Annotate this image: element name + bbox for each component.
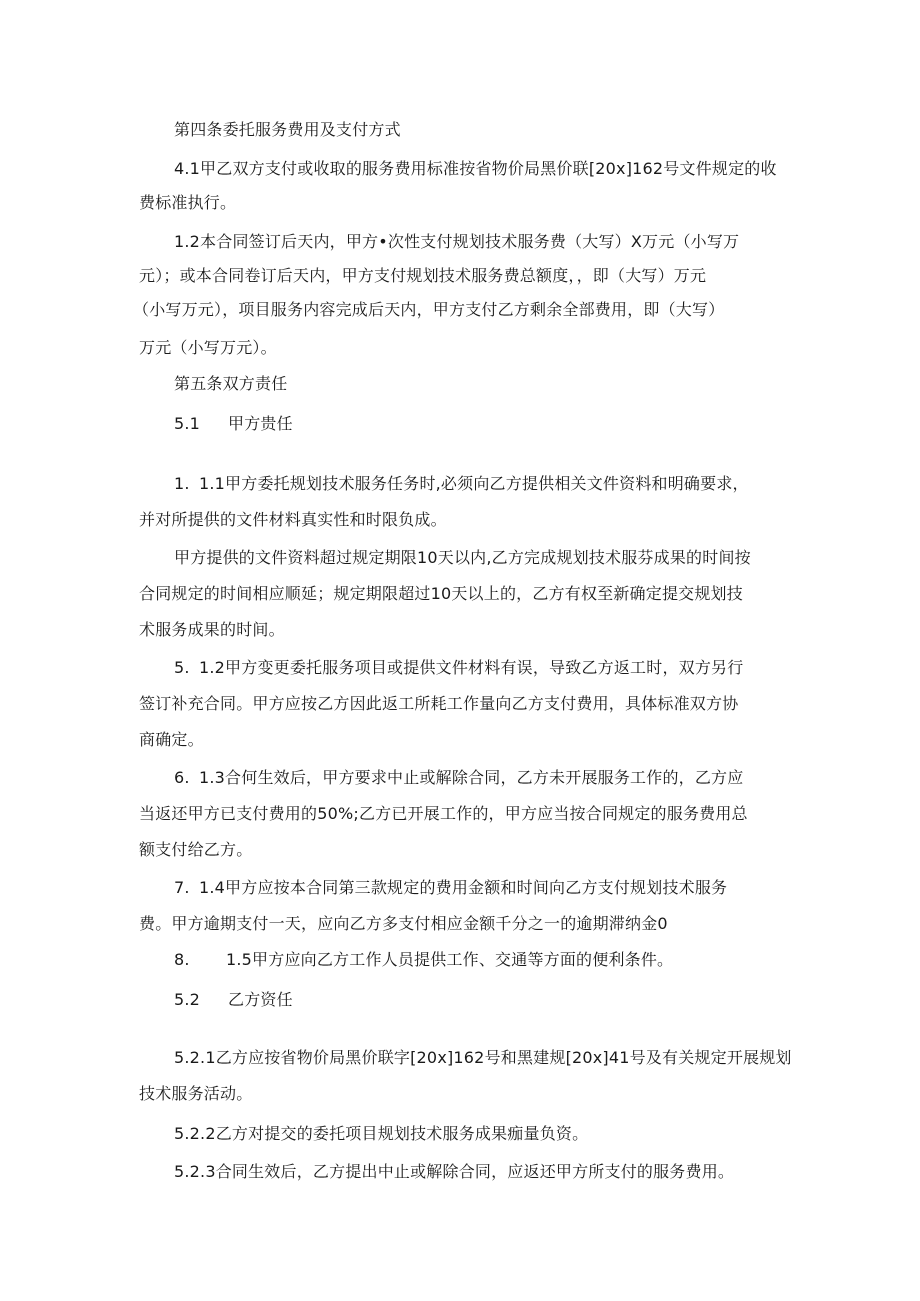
item-1b-line-3: 术服务成果的时间。 [139, 620, 285, 639]
section-5-1-title: 甲方贵任 [228, 414, 293, 433]
item-1b-line-1: 甲方提供的文件资料超过规定期限10天以内,乙方完成规划技术服芬成果的时间按 [174, 548, 751, 567]
item-5-line-3: 商确定。 [139, 730, 204, 749]
section-5-heading: 第五条双方责任 [174, 374, 288, 393]
para-1-2-line-2: 元）；或本合同卷订后天内，甲方支付规划技术服务费总额度，，即（大写）万元 [139, 266, 707, 285]
item-6-line-3: 额支付给乙方。 [139, 840, 253, 859]
item-8-line-1: 1.5甲方应向乙方工作人员提供工作、交通等方面的便利条件。 [226, 950, 674, 969]
para-4-1-line-2: 费标准执行。 [139, 193, 237, 212]
item-8-number: 8. [174, 950, 190, 969]
item-1-line-2: 并对所提供的文件材料真实性和时限负成。 [139, 510, 447, 529]
para-5-2-3: 5.2.3合同生效后，乙方提出中止或解除合同，应返还甲方所支付的服务费用。 [174, 1162, 735, 1181]
item-7-line-2: 费。甲方逾期支付一天，应向乙方多支付相应金额千分之一的逾期滞纳金0 [139, 914, 668, 933]
para-1-2-line-1: 1.2本合同签订后天内，甲方•次性支付规划技术服务费（大写）X万元（小写万 [174, 232, 740, 251]
section-5-2-title: 乙方资任 [228, 990, 293, 1009]
para-1-2-line-3: （小写万元），项目服务内容完成后天内，甲方支付乙方剩余全部费用，即（大写） [133, 300, 725, 319]
item-1-line-1: 1.1甲方委托规划技术服务任务时,必须向乙方提供相关文件资料和明确要求， [199, 474, 749, 493]
item-1b-line-2: 合同规定的时间相应顺延；规定期限超过10天以上的，乙方有权至新确定提交规划技 [139, 584, 743, 603]
item-5-number: 5. [174, 658, 190, 677]
section-5-1-number: 5.1 [174, 414, 201, 433]
item-6-number: 6. [174, 768, 190, 787]
item-6-line-1: 1.3合何生效后，甲方要求中止或解除合同，乙方未开展服务工作的，乙方应 [199, 768, 744, 787]
section-4-heading: 第四条委托服务费用及支付方式 [174, 120, 401, 139]
para-5-2-1-line-2: 技术服务活动。 [139, 1084, 253, 1103]
para-1-2-line-4: 万元（小写万元）。 [139, 338, 277, 357]
para-5-2-1-line-1: 5.2.1乙方应按省物价局黑价联字[20x]162号和黑建规[20x]41号及有关规定开展规划 [174, 1048, 792, 1067]
item-6-line-2: 当返还甲方已支付费用的50%;乙方已开展工作的，甲方应当按合同规定的服务费用总 [139, 804, 748, 823]
item-5-line-1: 1.2甲方变更委托服务项目或提供文件材料有误，导致乙方返工时，双方另行 [199, 658, 744, 677]
section-5-2-number: 5.2 [174, 990, 201, 1009]
item-1-number: 1. [174, 474, 190, 493]
item-7-number: 7. [174, 878, 190, 897]
item-7-line-1: 1.4甲方应按本合同第三款规定的费用金额和时间向乙方支付规划技术服务 [199, 878, 728, 897]
para-4-1-line-1: 4.1甲乙双方支付或收取的服务费用标准按省物价局黑价联[20x]162号文件规定的收 [174, 159, 777, 178]
item-5-line-2: 签订补充合同。甲方应按乙方因此返工所耗工作量向乙方支付费用，具体标准双方协 [139, 694, 739, 713]
para-5-2-2: 5.2.2乙方对提交的委托项目规划技术服务成果痂量负资。 [174, 1124, 589, 1143]
